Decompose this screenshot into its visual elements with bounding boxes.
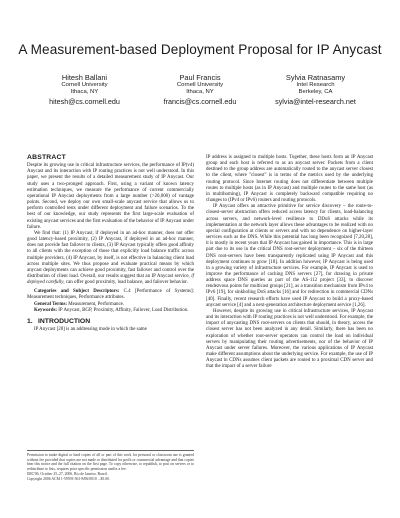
keywords-text: IP Anycast, BGP, Proximity, Affinity, Failover, Load Distribution. [57,307,189,313]
introduction-heading [27,319,194,325]
author-block [27,73,373,107]
paper-title: A Measurement-based Deployment Proposal for IP Anycast [18,42,382,57]
keywords-label: Keywords: [34,307,58,313]
categories-label: Categories and Subject Descriptors: [34,289,120,295]
copyright-footnote [27,450,194,481]
author-affiliation: Cornell University [176,82,224,88]
abstract-heading: ABSTRACT [27,154,66,161]
author-location: Ithaca, NY [70,89,99,95]
left-column [27,155,194,333]
author-name: Sylvia Ratnasamy [285,73,346,82]
intro-paragraph-1: IP address is assigned to multiple hosts. Together, these hosts form an IP Anycast group and each host is referred to as an anycast server. Packets from a client destined to the group address are automatically routed to the anycast server closest to the client, where "closest" is in terms of the metrics used by the underlying routing protocol. Since Internet routing does not differentiate between multiple routes to multiple hosts (as in IP Anycast) and multiple routes to the same host (as in multihoming), IP Anycast is completely backward compatible requiring no changes to (IPv4 or IPv6) routers and routing protocols. [206,155,373,204]
abstract-text: We find that: (1) IP Anycast, if deployed in an ad-hoc manner, does not offer good latency-based proximity, (2) IP Anycast, if deployed in an ad-hoc manner, does not provide fast failover to clients, (3) IP Anycast typically offers good affinity to all clients with the exception of those that explicitly load balance traffic across multiple providers, (4) IP Anycast, by itself, is not effective in balancing client load across multiple sites. We thus propose and evaluate practical means by which anycast deployments can achieve good proximity, fast failover and control over the distribution of client load. Overall, our results suggest that an IP Anycast service, [27,230,194,279]
abstract-text-end: , can offer good proximity, load balance, and failover behavior. [63,280,188,286]
section-title: INTRODUCTION [38,317,91,325]
right-column [206,155,373,370]
keywords-line [27,308,194,314]
footnote-rule [27,450,194,451]
categories-text: C.4 [Performance of Systems]: Measurement techniques, Performance attributes. [27,289,194,301]
author-2 [143,73,258,107]
abstract-emphasis: if deployed carefully [27,273,194,286]
section-number: 1. [27,317,33,325]
author-location: Ithaca, NY [186,89,214,95]
intro-paragraph-2: IP Anycast offers an attractive primitive for service discovery – the route-to-closest-server abstraction offers reduced access latency for clients, load-balancing across servers, and network-level resilience to DDoS attacks while its implementation at the network layer allows these advantages to be realized with no special configuration at clients or servers and with no dependence on higher-layer services such as the DNS. While this potential has long been recognized [7,20,28], it is mostly in recent years that IP Anycast has gained in importance. This is in large part due to its use in the critical DNS root-server deployment – six of the thirteen DNS root-servers have been transparently replicated using IP Anycast and this deployment continues to grow [18]. In addition however, IP Anycast is being used in a growing variety of infrastructure services. For example, IP Anycast is used to improve the performance of caching DNS servers [27], for drawing in private address space DNS queries as part of the AS-112 project [33], to discover rendezvous points for multicast groups [21], as a transition mechanism from IPv4 to IPv6 [19], for sinkholing DoS attacks [16] and for redirection in commercial CDNs [40]. Finally, recent research efforts have used IP Anycast to build a proxy-based anycast service [4] and a next-generation architecture deployment service [1,26]. [206,204,373,308]
author-email: sylvia@intel-research.net [275,97,356,106]
intro-paragraph-3: However, despite its growing use in critical infrastructure services, IP Anycast and its interaction with IP routing practices is not well understood. For example, the impact of anycasting DNS root-servers on clients that should, in theory, access the closest server has not been analyzed in any detail. Similarly, there has been no exploration of whether root-server operators can control the load on individual servers by manipulating their routing advertisements, nor of the behavior of IP Anycast under server failures. Moreover, the various applications of IP Anycast make different assumptions about the underlying service. For example, the use of IP Anycast in CDNs assumes client packets are routed to a proximal CDN server and that the impact of a server failure [206,308,373,370]
general-terms-text: Measurement, Performance. [67,301,125,307]
general-terms-label: General Terms: [34,301,68,307]
abstract-paragraph-2 [27,231,194,286]
author-3 [258,73,373,107]
copyright-line: Copyright 2006 ACM 1-59593-561-8/06/0010 ...$5.00. [27,476,110,481]
author-affiliation: Intel Research [296,82,335,88]
author-1 [27,73,142,107]
venue-line: IMC'06, October 25–27, 2006, Rio de Janeiro, Brazil. [27,471,108,476]
author-location: Berkeley, CA [298,89,333,95]
author-affiliation: Cornell University [61,82,108,88]
author-email: francis@cs.cornell.edu [163,97,237,106]
permission-notice: Permission to make digital or hard copies of all or part of this work for personal or classroom use is granted without fee provided that copies are not made or distributed for profit or commercial advantage and that copies bear this notice and the full citation on the first page. To copy otherwise, to republish, to post on servers or to redistribute to lists, requires prior specific permission and/or a fee. [27,453,194,472]
author-name: Paul Francis [179,73,221,82]
categories-line [27,289,194,301]
author-name: Hitesh Ballani [61,73,108,82]
abstract-paragraph-1: Despite its growing use in critical infrastructure services, the performance of IP(v4) Anycast and its interaction with IP routing practices is not well understood. In this paper, we present the results of a detailed measurement study of IP Anycast. Our study uses a two-pronged approach. First, using a variant of known latency estimation techniques, we measure the performance of current commercially operational IP Anycast deployments from a large number (>20,000) of vantage points. Second, we deploy our own small-scale anycast service that allows us to perform controlled tests under different deployment and failure scenarios. To the best of our knowledge, our study represents the first large-scale evaluation of existing anycast services and the first evaluation of the behavior of IP Anycast under failure. [27,163,194,230]
introduction-paragraph: IP Anycast [28] is an addressing mode in which the same [34,327,147,333]
author-email: hitesh@cs.cornell.edu [49,97,120,106]
